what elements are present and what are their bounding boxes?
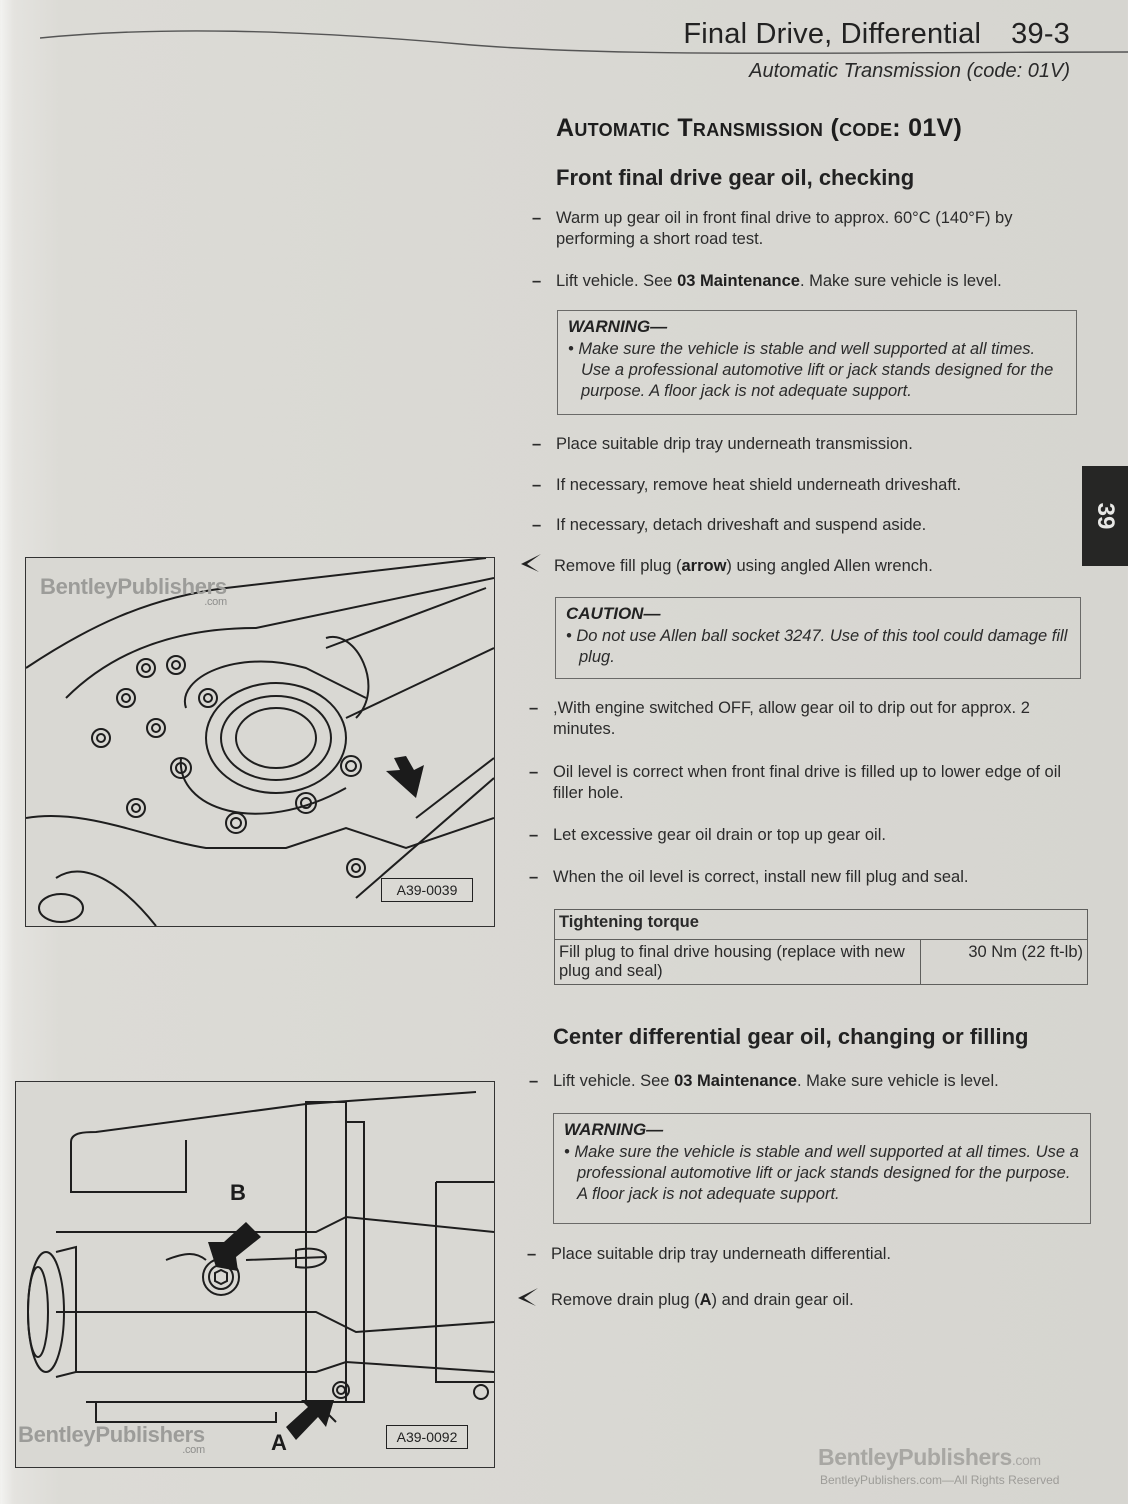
figure-front-final-drive	[25, 557, 495, 927]
table-row	[555, 940, 1088, 985]
dash-bullet-icon: –	[529, 763, 539, 781]
figure-pointer-arrow-icon	[519, 552, 543, 574]
step-remove-fill-plug: Remove fill plug (arrow) using angled Allen wrench.	[554, 556, 1054, 577]
dash-bullet-icon: –	[529, 868, 539, 886]
torque-item: Fill plug to final drive housing (replace with new plug and seal)	[555, 940, 921, 985]
callout-arrow-a-icon	[286, 1400, 334, 1440]
dash-bullet-icon: –	[532, 516, 542, 534]
chapter-tab-number: 39	[1092, 502, 1119, 530]
torque-value: 30 Nm (22 ft-lb)	[921, 940, 1088, 985]
warning-title: WARNING—	[568, 317, 668, 336]
figure-watermark: BentleyPublishers .com	[18, 1422, 205, 1456]
copyright-notice: BentleyPublishers.com—All Rights Reserved	[820, 1473, 1060, 1487]
step-install-fill-plug: – When the oil level is correct, install new fill plug and seal.	[529, 868, 969, 886]
caution-box	[555, 597, 1081, 679]
section-title: Automatic Transmission (code: 01V)	[556, 114, 963, 142]
center-differential-heading: Center differential gear oil, changing or filling	[553, 1024, 1029, 1049]
publisher-logo: BentleyPublishers.com	[818, 1444, 1041, 1470]
dash-bullet-icon: –	[529, 1072, 539, 1090]
step-remove-drain-plug: Remove drain plug (A) and drain gear oil.	[551, 1290, 1071, 1311]
show-through-text	[400, 150, 404, 167]
chapter-title: Final Drive, Differential	[683, 18, 982, 50]
figure-center-differential	[15, 1081, 495, 1468]
tightening-torque-table	[554, 909, 1088, 985]
callout-label-a: A	[271, 1430, 287, 1455]
figure-id-label: A39-0039	[381, 878, 473, 902]
dash-bullet-icon: –	[529, 826, 539, 844]
figure-pointer-arrow-icon	[516, 1286, 540, 1308]
dash-bullet-icon: –	[532, 209, 542, 227]
warning-body: • Make sure the vehicle is stable and well supported at all times. Use a professional automotive lift or jack stands designed for the purpose. A floor jack is not adequate support.	[564, 1143, 1079, 1203]
dash-bullet-icon: –	[527, 1245, 537, 1263]
figure-watermark: BentleyPublishers .com	[40, 574, 227, 608]
chapter-tab-marker	[1082, 466, 1128, 566]
dash-bullet-icon: –	[532, 435, 542, 453]
step-heat-shield: – If necessary, remove heat shield underneath driveshaft.	[532, 476, 962, 494]
warning-title: WARNING—	[564, 1120, 664, 1139]
page-number: 39-3	[1011, 18, 1070, 50]
warning-box-front	[557, 310, 1077, 415]
step-oil-level-correct: – Oil level is correct when front final drive is filled up to lower edge of oil filler hole.	[529, 763, 1062, 802]
caution-body: • Do not use Allen ball socket 3247. Use of this tool could damage fill plug.	[566, 627, 1068, 666]
step-drain-or-top-up: – Let excessive gear oil drain or top up gear oil.	[529, 826, 886, 844]
step-lift-vehicle-2: – Lift vehicle. See 03 Maintenance. Make sure vehicle is level.	[529, 1072, 999, 1090]
dash-bullet-icon: –	[529, 699, 539, 717]
step-drip-tray: – Place suitable drip tray underneath transmission.	[532, 435, 913, 453]
torque-table-header: Tightening torque	[555, 910, 1088, 940]
front-final-drive-heading: Front final drive gear oil, checking	[556, 165, 915, 190]
step-detach-driveshaft: – If necessary, detach driveshaft and suspend aside.	[532, 516, 927, 534]
dash-bullet-icon: –	[532, 476, 542, 494]
callout-label-b: B	[230, 1180, 246, 1205]
callout-arrow-icon	[386, 756, 424, 798]
step-drip-tray-differential: – Place suitable drip tray underneath differential.	[527, 1245, 891, 1263]
page-header-title	[683, 18, 1070, 51]
maintenance-reference: 03 Maintenance	[677, 272, 800, 290]
maintenance-reference: 03 Maintenance	[674, 1072, 797, 1090]
warning-body: • Make sure the vehicle is stable and well supported at all times. Use a professional automotive lift or jack stands designed for the purpose. A floor jack is not adequate support.	[568, 340, 1054, 400]
warning-box-center	[553, 1113, 1091, 1224]
step-warm-up: – Warm up gear oil in front final drive to approx. 60°C (140°F) by performing a short road test.	[532, 209, 1013, 248]
caution-title: CAUTION—	[566, 604, 661, 623]
page-header-subtitle: Automatic Transmission (code: 01V)	[749, 60, 1070, 82]
callout-arrow-b-icon	[208, 1222, 261, 1271]
final-drive-illustration	[26, 558, 494, 926]
figure-id-label: A39-0092	[386, 1425, 468, 1449]
center-differential-illustration	[16, 1082, 494, 1467]
step-lift-vehicle: – Lift vehicle. See 03 Maintenance. Make sure vehicle is level.	[532, 272, 1002, 290]
step-drip-out: – ,With engine switched OFF, allow gear oil to drip out for approx. 2 minutes.	[529, 699, 1030, 738]
dash-bullet-icon: –	[532, 272, 542, 290]
